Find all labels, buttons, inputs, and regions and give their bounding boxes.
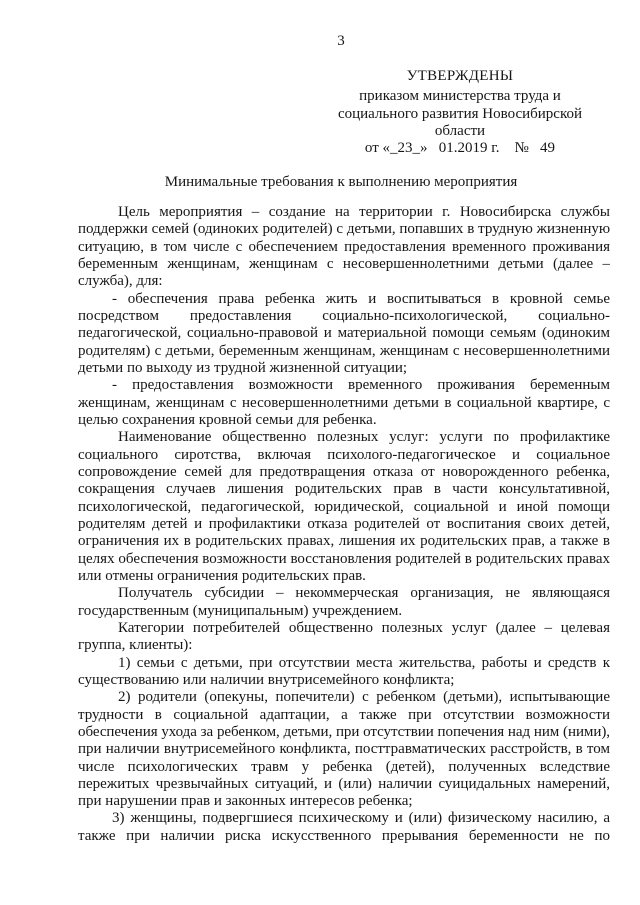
body-line: пережитых чрезвычайных ситуаций, и (или) наличии суицидальных намерений, <box>78 775 610 792</box>
numbered-item <box>78 810 610 845</box>
bullet-item <box>78 291 610 378</box>
body-line: родителям) с детьми, беременным женщинам, женщинам с несовершеннолетними <box>78 342 610 359</box>
numbered-item <box>78 655 610 690</box>
body-line: психологической, педагогической, юридической, социальной и иной помощи <box>78 498 610 515</box>
body-line: Получатель субсидии – некоммерческая организация, не являющаяся <box>118 585 610 602</box>
body-line: детьми по выходу из трудной жизненной ситуации; <box>78 359 408 376</box>
approval-line: приказом министерства труда и <box>359 88 561 105</box>
body-line: - обеспечения права ребенка жить и воспитываться в кровной семье <box>112 290 610 307</box>
body-line: поддержки семей (одиноких родителей) с детьми, попавших в трудную жизненную <box>78 221 610 238</box>
body-line: Цель мероприятия – создание на территории г. Новосибирска службы <box>118 204 610 220</box>
body-line: 1) семьи с детьми, при отсутствии места жительства, работы и средств к <box>118 654 610 671</box>
body-line: Наименование общественно полезных услуг: услуги по профилактике <box>118 429 610 446</box>
body-line: сопровождение семей для предотвращения отказа от новорожденного ребенка, <box>78 463 610 480</box>
body-line: сокращения случаев лишения родительских прав в части консультативной, <box>78 481 610 498</box>
body-line: ограничения их в родительских правах, лишения их родительских прав, а также в <box>78 533 610 550</box>
body-line: группа, клиенты): <box>78 637 193 654</box>
body-line: служба), для: <box>78 273 163 290</box>
page-number: 3 <box>337 33 345 49</box>
body-line: женщинам, женщинам с несовершеннолетними детьми в социальной квартире, с <box>78 394 610 411</box>
paragraph-services <box>78 429 610 585</box>
body-line: государственным (муниципальным) учреждением. <box>78 602 403 619</box>
paragraph-purpose <box>78 204 610 291</box>
body-line: 2) родители (опекуны, попечители) с ребенком (детьми), испытывающие <box>118 689 610 706</box>
body-line: - предоставления возможности временного проживания беременным <box>112 377 610 394</box>
document-body <box>78 204 610 845</box>
body-line: социального сиротства, включая психолого-педагогическое и социальное <box>78 446 610 463</box>
paragraph-categories <box>78 620 610 655</box>
paragraph-recipient <box>78 585 610 620</box>
bullet-item <box>78 377 610 429</box>
approval-date-line: от «_23_» 01.2019 г. № 49 <box>364 140 556 157</box>
approval-line: области <box>434 122 486 139</box>
body-line: Категории потребителей общественно полезных услуг (далее – целевая <box>118 619 610 636</box>
body-line: целях обеспечения возможности восстановления родителей в родительских правах <box>78 550 610 567</box>
body-line: ситуацию, в том числе с обеспечением предоставления временного проживания <box>78 238 610 255</box>
body-line: обеспечения ухода за ребенком, детьми, при отсутствии попечения над ним (ними), <box>78 723 610 740</box>
approval-heading: УТВЕРЖДЕНЫ <box>406 68 514 84</box>
body-line: педагогической, социально-правовой и материальной помощи семьям (одиноким <box>78 325 610 342</box>
body-line: 3) женщины, подвергшиеся психическому и (или) физическому насилию, а <box>112 810 610 827</box>
body-line: числе психологических травм у ребенка (детей), полученных вследствие <box>78 758 610 775</box>
body-line: посредством предоставления социально-психологической, социально- <box>78 307 610 324</box>
body-line: целью сохранения кровной семьи для ребенка. <box>78 411 377 428</box>
numbered-item <box>78 689 610 810</box>
body-line: беременным женщинам, женщинам с несовершеннолетними детьми (далее – <box>78 255 610 272</box>
body-line: существованию или наличии внутрисемейного конфликта; <box>78 671 455 688</box>
body-line: родителям детей и профилактики отказа родителей от воспитания своих детей, <box>78 515 610 532</box>
body-line: трудности в социальной адаптации, а также при отсутствии возможности <box>78 706 610 723</box>
approval-line: социального развития Новосибирской <box>337 105 583 122</box>
document-title: Минимальные требования к выполнению мероприятия <box>164 174 518 190</box>
approval-block <box>310 68 610 158</box>
body-line: при нарушении прав и законных интересов ребенка; <box>78 793 413 810</box>
body-line: также при наличии риска искусственного прерывания беременности не по <box>78 827 610 844</box>
body-line: или отмены ограничения родительских прав. <box>78 567 366 584</box>
body-line: при наличии внутрисемейного конфликта, посттравматических расстройств, в том <box>78 741 610 758</box>
